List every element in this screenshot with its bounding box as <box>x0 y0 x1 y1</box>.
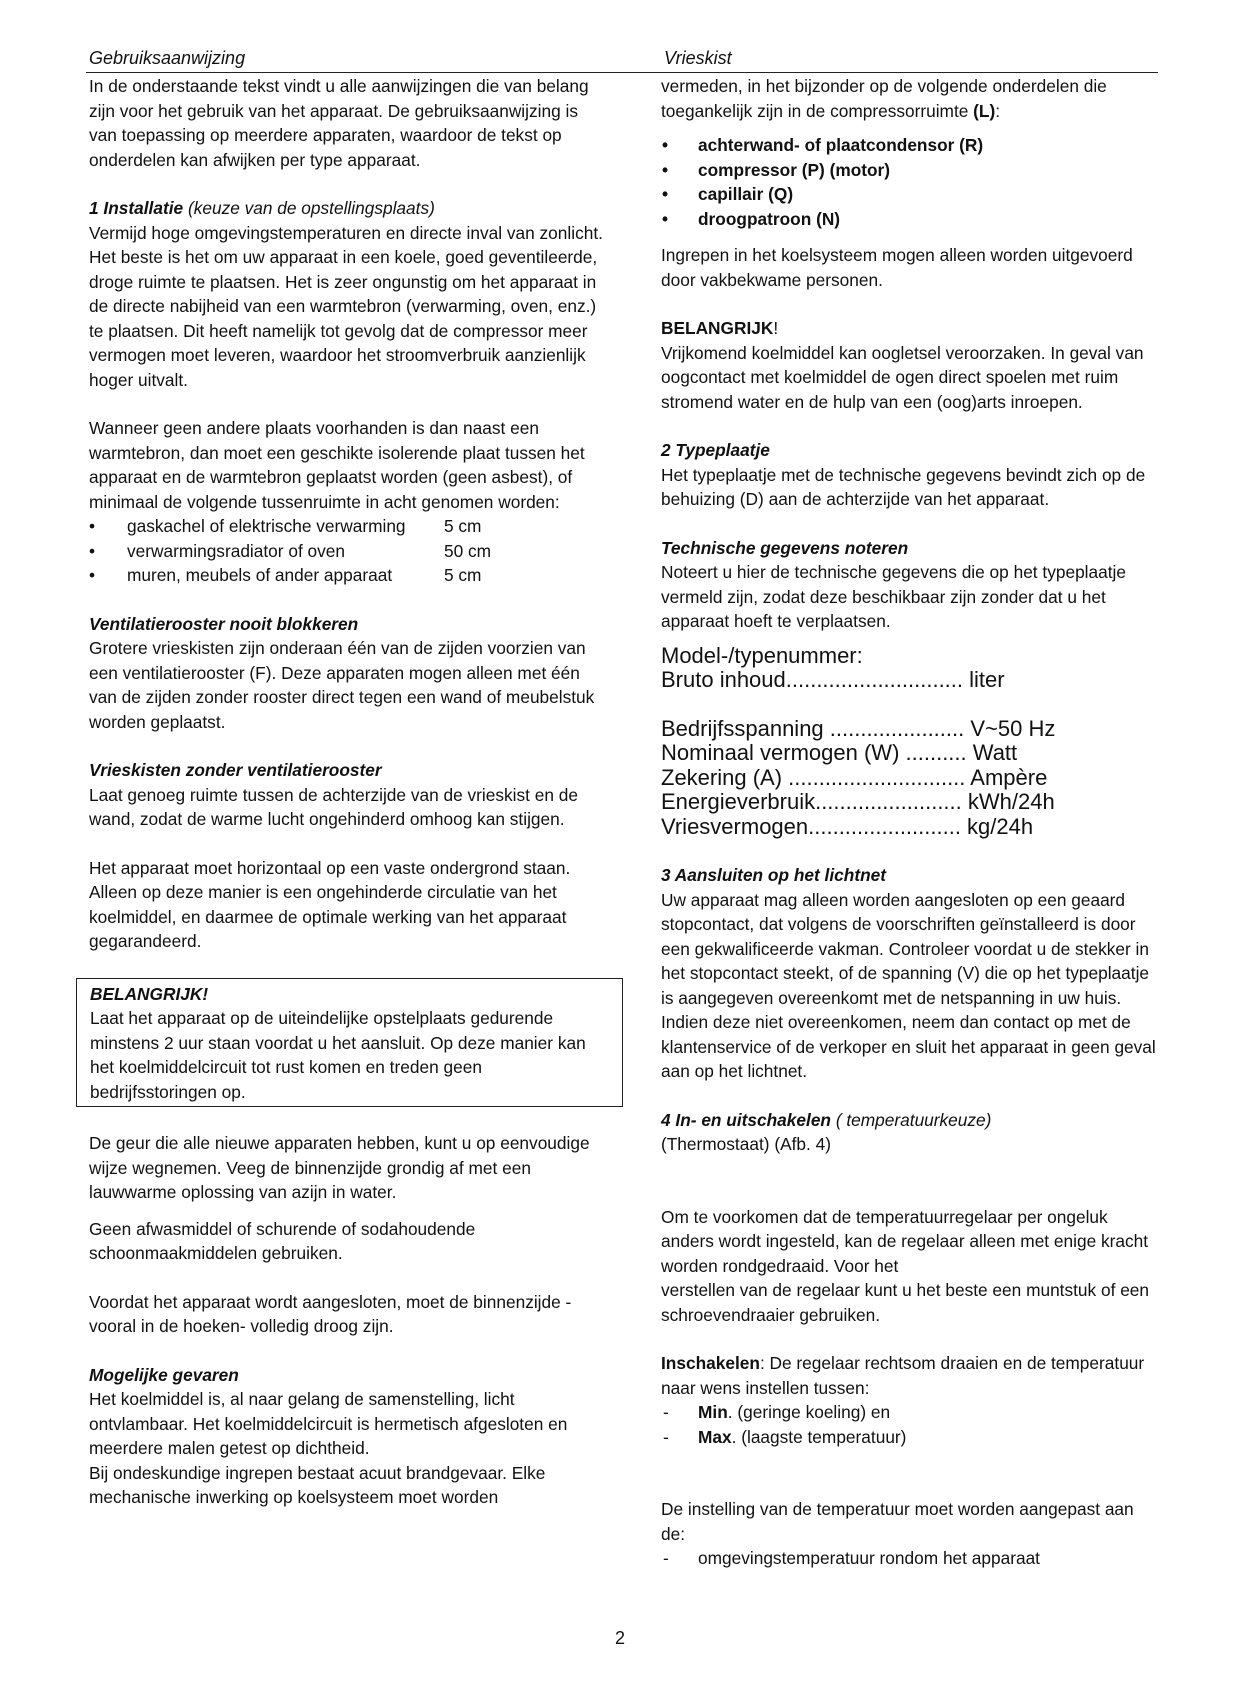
installatie-heading: 1 Installatie (keuze van de opstellingsplaats) <box>89 198 435 218</box>
list-item: • achterwand- of plaatcondensor (R) <box>662 135 984 155</box>
bruto-field: Bruto inhoud............................. liter <box>661 667 1005 692</box>
voorkomen-paragraph-2: verstellen van de regelaar kunt u het beste een muntstuk of een schroevendraaier gebruiken. <box>661 1280 1150 1325</box>
inschakelen-paragraph: Inschakelen: De regelaar rechtsom draaien en de temperatuur naar wens instellen tussen: <box>661 1353 1145 1398</box>
continuation-paragraph: vermeden, in het bijzonder op de volgende onderdelen die toegankelijk zijn in de compressorruimte (L): <box>661 76 1107 121</box>
list-item: • compressor (P) (motor) <box>662 159 891 180</box>
header-left: Gebruiksaanwijzing <box>89 48 246 68</box>
instelling-list <box>661 1546 1161 1571</box>
tech-heading: Technische gegevens noteren <box>661 537 909 558</box>
energie-field: Energieverbruik........................ kWh/24h <box>661 789 1055 814</box>
afwas-paragraph: Geen afwasmiddel of schurende of sodahoudende schoonmaakmiddelen gebruiken. <box>89 1218 476 1263</box>
schakel-heading: 4 In- en uitschakelen ( temperatuurkeuze) <box>661 1109 992 1130</box>
parts-list <box>661 133 1161 231</box>
zonder-heading: Vrieskisten zonder ventilatierooster <box>89 760 382 780</box>
settings-list <box>661 1400 1161 1449</box>
warmtebron-paragraph: Wanneer geen andere plaats voorhanden is dan naast een warmtebron, dan moet een geschikte isolerende plaat tussen het apparaat en de warmtebron geplaatst worden (geen asbest), of minimaal de volgende tussenruimte in acht genomen worden: <box>89 418 585 512</box>
tech-paragraph: Noteert u hier de technische gegevens die op het typeplaatje vermeld zijn, zodat deze beschikbaar zijn zonder dat u het apparaat hoeft te verplaatsen. <box>661 562 1126 631</box>
vent-paragraph: Grotere vrieskisten zijn onderaan één van de zijden voorzien van een ventilatierooster (F). Deze apparaten mogen alleen met één van de zijden zonder rooster direct tegen een wand of meubelstuk worden geplaatst. <box>89 638 595 732</box>
list-item: • muren, meubels of ander apparaat 5 cm <box>89 565 482 585</box>
header-rule <box>86 72 1158 73</box>
warning-text: Laat het apparaat op de uiteindelijke opstelplaats gedurende minstens 2 uur staan voordat u het aansluit. Op deze manier kan het koelmiddelcircuit tot rust komen en treden geen bedrijfsstoringen op. <box>90 1008 586 1102</box>
list-item: • gaskachel of elektrische verwarming 5 cm <box>89 516 482 536</box>
model-field: Model-/typenummer: <box>661 642 863 668</box>
page-number: 2 <box>615 1628 626 1648</box>
installatie-paragraph: Vermijd hoge omgevingstemperaturen en directe inval van zonlicht. Het beste is het om uw apparaat in een koele, goed geventileerde, droge ruimte te plaatsen. Het is zeer ongunstig om het apparaat in de directe nabijheid van een warmtebron (verwarming, oven, enz.) te plaatsen. Dit heeft namelijk tot gevolg dat de compressor meer vermogen moet leveren, waardoor het stroomverbruik aanzienlijk hoger uitvalt. <box>89 222 603 390</box>
typeplaatje-heading: 2 Typeplaatje <box>661 440 770 460</box>
list-item: • capillair (Q) <box>662 184 794 204</box>
vent-heading: Ventilatierooster nooit blokkeren <box>89 613 359 634</box>
header-right: Vrieskist <box>664 48 732 68</box>
aansluiten-paragraph: Uw apparaat mag alleen worden aangesloten op een geaard stopcontact, dat volgens de voorschriften geïnstalleerd is door een gekwalificeerde vakman. Controleer voordat u de stekker in het stopcontact steekt, of de spanning (V) die op het typeplaatje is aangegeven overeenkomt met de netspanning in uw huis. Indien deze niet overeenkomen, neem dan contact op met de klantenservice of de verkoper en sluit het apparaat in geen geval aan op het lichtnet. <box>661 889 1156 1081</box>
left-column <box>89 74 609 1510</box>
tech-form <box>661 644 1161 840</box>
belangrijk-heading: BELANGRIJK! <box>661 318 779 338</box>
vermogen-field: Nominaal vermogen (W) .......... Watt <box>661 740 1018 765</box>
list-item: - Min. (geringe koeling) en <box>663 1402 891 1422</box>
zekering-field: Zekering (A) ............................. Ampère <box>661 764 1048 790</box>
warning-box <box>76 978 623 1108</box>
typeplaatje-paragraph: Het typeplaatje met de technische gegevens bevindt zich op de behuizing (D) aan de achterzijde van het apparaat. <box>661 464 1146 509</box>
schakel-subheading: (Thermostaat) (Afb. 4) <box>661 1134 831 1154</box>
zonder-paragraph: Laat genoeg ruimte tussen de achterzijde van de vrieskist en de wand, zodat de warme lucht ongehinderd omhoog kan stijgen. <box>89 784 578 829</box>
voorkomen-paragraph: Om te voorkomen dat de temperatuurregelaar per ongeluk anders wordt ingesteld, kan de regelaar alleen met enige kracht worden rondgedraaid. Voor het <box>661 1206 1149 1276</box>
geur-paragraph: De geur die alle nieuwe apparaten hebben, kunt u op eenvoudige wijze wegnemen. Veeg de binnenzijde grondig af met een lauwwarme oplossing van azijn in water. <box>89 1133 590 1202</box>
instelling-paragraph: De instelling van de temperatuur moet worden aangepast aan de: <box>661 1499 1134 1544</box>
gevaren-paragraph: Het koelmiddel is, al naar gelang de samenstelling, licht ontvlambaar. Het koelmiddelcircuit is hermetisch afgesloten en meerdere malen getest op dichtheid. <box>89 1389 568 1458</box>
list-item: • verwarmingsradiator of oven 50 cm <box>89 540 492 561</box>
list-item: • droogpatroon (N) <box>662 208 841 229</box>
right-column <box>661 74 1161 1571</box>
ingrepen-paragraph: Ingrepen in het koelsysteem mogen alleen worden uitgevoerd door vakbekwame personen. <box>661 245 1133 290</box>
spanning-field: Bedrijfsspanning ...................... V~50 Hz <box>661 715 1056 741</box>
intro-paragraph: In de onderstaande tekst vindt u alle aanwijzingen die van belang zijn voor het gebruik van het apparaat. De gebruiksaanwijzing is van toepassing op meerdere apparaten, waardoor de tekst op onderdelen kan afwijken per type apparaat. <box>89 76 589 170</box>
warning-heading: BELANGRIJK! <box>90 983 209 1004</box>
gevaren-heading: Mogelijke gevaren <box>89 1364 239 1385</box>
vriesvermogen-field: Vriesvermogen......................... kg/24h <box>661 813 1034 839</box>
belangrijk-paragraph: Vrijkomend koelmiddel kan oogletsel veroorzaken. In geval van oogcontact met koelmiddel de ogen direct spoelen met ruim stromend water en de hulp van een (oog)arts inroepen. <box>661 342 1144 412</box>
droog-paragraph: Voordat het apparaat wordt aangesloten, moet de binnenzijde -vooral in de hoeken- volledig droog zijn. <box>89 1291 572 1336</box>
aansluiten-heading: 3 Aansluiten op het lichtnet <box>661 865 886 885</box>
gevaren-paragraph-2: Bij ondeskundige ingrepen bestaat acuut brandgevaar. Elke mechanische inwerking op koelsysteem moet worden <box>89 1462 546 1507</box>
list-item: - omgevingstemperatuur rondom het apparaat <box>663 1548 1040 1568</box>
distance-list <box>89 514 609 588</box>
horizontaal-paragraph: Het apparaat moet horizontaal op een vaste ondergrond staan. Alleen op deze manier is een ongehinderde circulatie van het koelmiddel, en daarmee de optimale werking van het apparaat gegarandeerd. <box>89 857 571 951</box>
list-item: - Max. (laagste temperatuur) <box>663 1426 907 1447</box>
